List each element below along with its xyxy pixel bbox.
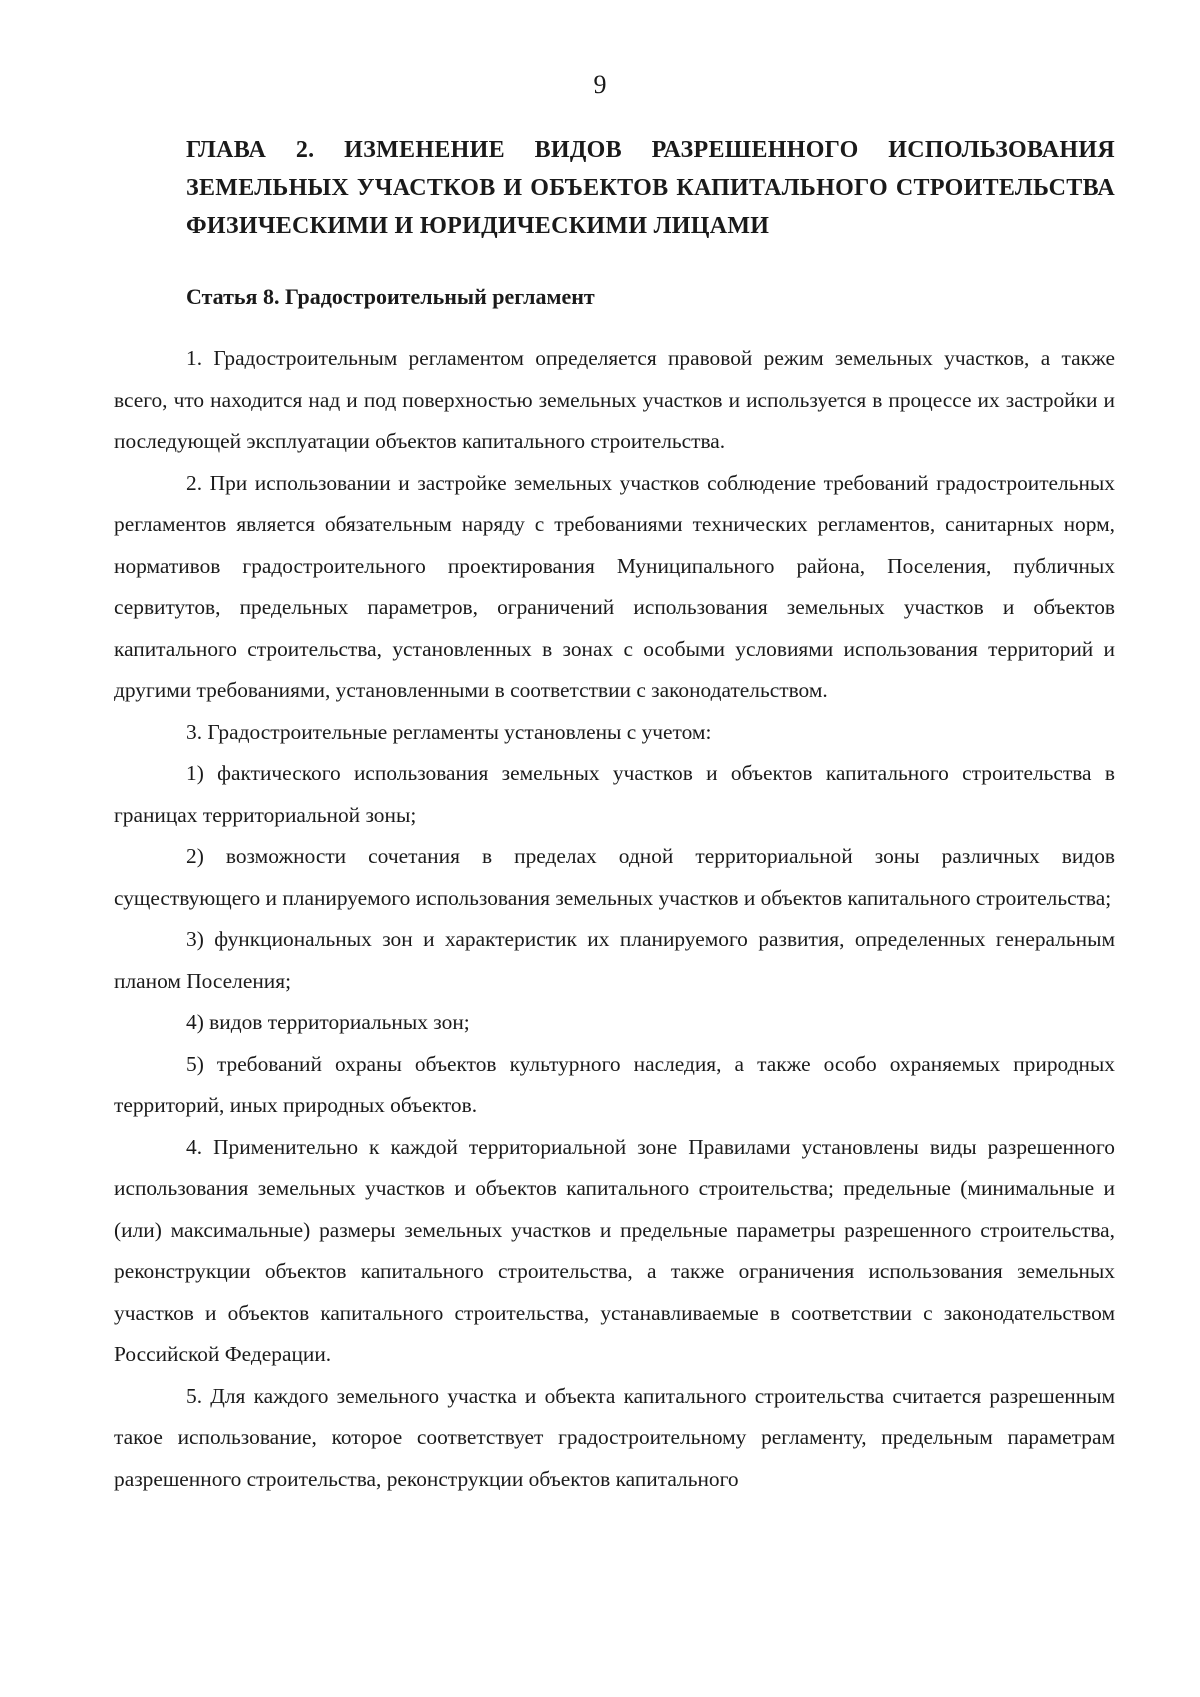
chapter-title-line: ФИЗИЧЕСКИМИ И ЮРИДИЧЕСКИМИ ЛИЦАМИ	[186, 213, 770, 239]
article-title: Статья 8. Градостроительный регламент	[186, 284, 595, 309]
paragraph: 4. Применительно к каждой территориальной зоне Правилами установлены виды разрешенного использования земельных участков и объектов капитального строительства; предельные (минимальные и (или) максимальные) размеры земельных участков и предельные параметры разрешенного строительства, реконструкции объектов капитального строительства, а также ограничения использования земельных участков и объектов капитального строительства, устанавливаемые в соответствии с законодательством Российской Федерации.	[114, 1134, 1115, 1366]
list-item: 1) фактического использования земельных участков и объектов капитального строительства в границах территориальной зоны;	[114, 761, 1115, 827]
paragraph: 1. Градостроительным регламентом определяется правовой режим земельных участков, а также всего, что находится над и под поверхностью земельных участков и используется в процессе их застройки и последующей эксплуатации объектов капитального строительства.	[114, 346, 1115, 453]
list-item: 4) видов территориальных зон;	[186, 1010, 470, 1034]
document-body	[114, 338, 1115, 1500]
chapter-title-line: ЗЕМЕЛЬНЫХ УЧАСТКОВ И ОБЪЕКТОВ КАПИТАЛЬНОГО СТРОИТЕЛЬСТВА	[186, 175, 1115, 201]
list-item: 2) возможности сочетания в пределах одной территориальной зоны различных видов существующего и планируемого использования земельных участков и объектов капитального строительства;	[114, 844, 1115, 910]
list-item: 3) функциональных зон и характеристик их планируемого развития, определенных генеральным планом Поселения;	[114, 927, 1115, 993]
paragraph: 2. При использовании и застройке земельных участков соблюдение требований градостроительных регламентов является обязательным наряду с требованиями технических регламентов, санитарных норм, нормативов градостроительного проектирования Муниципального района, Поселения, публичных сервитутов, предельных параметров, ограничений использования земельных участков и объектов капитального строительства, установленных в зонах с особыми условиями использования территорий и другими требованиями, установленными в соответствии с законодательством.	[114, 470, 1115, 702]
chapter-title-line: ГЛАВА 2. ИЗМЕНЕНИЕ ВИДОВ РАЗРЕШЕННОГО ИСПОЛЬЗОВАНИЯ	[186, 137, 1115, 163]
paragraph: 3. Градостроительные регламенты установлены с учетом:	[186, 719, 712, 744]
page-number: 9	[593, 70, 607, 99]
paragraph: 5. Для каждого земельного участка и объекта капитального строительства считается разрешенным такое использование, которое соответствует градостроительному регламенту, предельным параметрам разрешенного строительства, реконструкции объектов капитального	[114, 1383, 1115, 1491]
chapter-title	[186, 131, 1115, 245]
list-item: 5) требований охраны объектов культурного наследия, а также особо охраняемых природных территорий, иных природных объектов.	[114, 1051, 1115, 1117]
